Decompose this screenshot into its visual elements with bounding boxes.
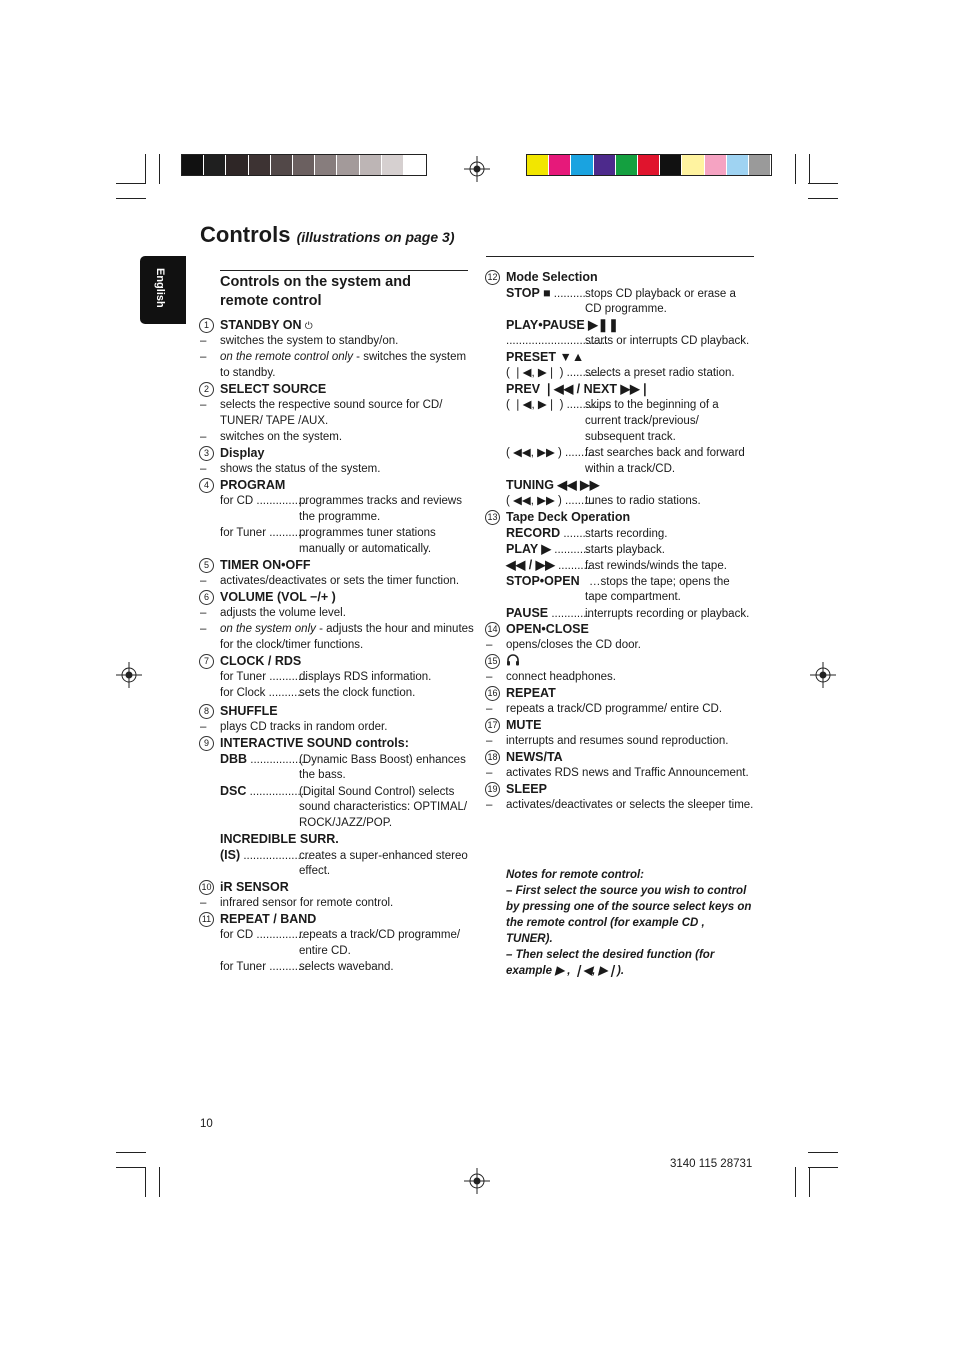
crop-mark	[808, 198, 838, 199]
crop-mark	[809, 1167, 810, 1197]
divider	[220, 270, 468, 271]
color-swatch	[705, 155, 727, 175]
color-bar	[526, 154, 772, 176]
crop-mark	[809, 154, 810, 184]
gray-swatch	[226, 155, 248, 175]
left-column: Controls on the system and remote control 1 STANDBY ON ⏻ – switches the system to standby/on. – on the remote control only - switches the system to standby. 2 SELECT SOURCE – selects the respective sound source for CD/ TUNER/ TAPE /AUX. – switches on the system. 3 Display – shows the status of the system. 4 PROGRAM for CD ................programmes tracks and reviews the programme. for Tuner ............programmes tuner stations manually or automatically. 5 TIMER ON•OFF – activates/deactivates or sets the timer function. 6 VOLUME (VOL −/+ ) – adjusts the volume level. – on the system only - adjusts the hour and minutes for the clock/timer functions. 7 CLOCK / RDS for Tuner ............displays RDS information. for Clock ...........sets the clock function. 8 SHUFFLE – plays CD tracks in random order. 9 INTERACTIVE SOUND controls: DBB ..................(Dynamic Bass Boost) enhances the bass. DSC ..................(Digital Sound Control) selects sound characteristics: OPTIMAL/ ROCK/JAZZ/POP. INCREDIBLE SURR. (IS) .....................creates a super-enhanced stereo effect. 10 iR SENSOR – infrared sensor for remote control. 11 REPEAT / BAND for CD ...............repeats a track/CD programme/ entire CD. for Tuner ............selects waveband.	[200, 274, 474, 973]
power-icon: ⏻	[304, 321, 313, 332]
headphones-icon	[506, 653, 520, 666]
section-heading: Controls on the system and	[220, 274, 411, 290]
gray-swatch	[337, 155, 359, 175]
control-title: OPEN•CLOSE	[506, 622, 589, 636]
page-subtitle: (illustrations on page 3)	[296, 229, 455, 245]
page-number: 10	[200, 1118, 213, 1130]
control-title: VOLUME (VOL −/+ )	[220, 590, 336, 604]
crop-mark	[145, 154, 146, 184]
crop-mark	[145, 1167, 146, 1197]
control-title: Tape Deck Operation	[506, 510, 631, 524]
control-title: Display	[220, 446, 265, 460]
color-swatch	[571, 155, 593, 175]
control-title: Mode Selection	[506, 270, 598, 284]
crop-mark	[808, 1152, 838, 1153]
control-title: PROGRAM	[220, 478, 286, 492]
crop-mark	[808, 183, 838, 184]
control-title: REPEAT	[506, 686, 556, 700]
color-swatch	[616, 155, 638, 175]
control-title: STANDBY ON	[220, 318, 302, 332]
gray-swatch	[360, 155, 382, 175]
gray-swatch	[249, 155, 271, 175]
divider	[486, 256, 754, 257]
registration-mark-icon	[464, 156, 490, 182]
right-column: 12 Mode Selection STOP ■ ..........stops CD playback or erase a CD programme. PLAY•PAUSE ▶❚❚ ................................starts or interrupts CD playback. PRESET ▼▲ ( ❘◀, ▶❘ ) ............selects a preset radio station. PREV ❘◀◀ / NEXT ▶▶❘ ( ❘◀, ▶❘ ) ..............skips to the beginning of a current track/previous/ subsequent track. ( ◀◀, ▶▶ ) .........fast searches back and forward within a track/CD. TUNING ◀◀ ▶▶ ( ◀◀, ▶▶ ) .........tunes to radio stations. 13 Tape Deck Operation RECORD .......starts recording. PLAY ▶ ...........starts playback. ◀◀ / ▶▶ ..........fast rewinds/winds the tape. STOP•OPEN …stops the tape; opens the tape compartment. PAUSE ............interrupts recording or playback. 14 OPEN•CLOSE – opens/closes the CD door. 15 – connect headphones. 16 REPEAT – repeats a track/CD programme/ entire CD. 17 MUTE – interrupts and resumes sound reproduction. 18 NEWS/TA – activates RDS news and Traffic Announcement. 19 SLEEP – activates/deactivates or selects the sleeper time.	[486, 270, 754, 811]
control-title: TIMER ON•OFF	[220, 558, 311, 572]
section-heading: remote control	[220, 293, 322, 309]
color-swatch	[549, 155, 571, 175]
crop-mark	[795, 154, 796, 184]
remote-notes: Notes for remote control: – First select the source you wish to control by pressing one of the source select keys on the remote control (for example CD , TUNER). – Then select the desired function (for example ▶ , ❘◀, ▶❘).	[506, 869, 752, 977]
crop-mark	[159, 1167, 160, 1197]
registration-mark-icon	[464, 1168, 490, 1194]
document-code: 3140 115 28731	[670, 1158, 753, 1170]
control-title: iR SENSOR	[220, 880, 289, 894]
crop-mark	[116, 183, 146, 184]
crop-mark	[116, 1152, 146, 1153]
crop-mark	[159, 154, 160, 184]
control-title: SELECT SOURCE	[220, 382, 327, 396]
registration-mark-icon	[810, 662, 836, 688]
gray-swatch	[315, 155, 337, 175]
control-title: CLOCK / RDS	[220, 654, 302, 668]
crop-mark	[808, 1167, 838, 1168]
control-title: SLEEP	[506, 782, 547, 796]
control-title: NEWS/TA	[506, 750, 563, 764]
gray-swatch	[382, 155, 404, 175]
control-title: REPEAT / BAND	[220, 912, 317, 926]
gray-swatch	[404, 155, 426, 175]
color-swatch	[682, 155, 704, 175]
color-swatch	[749, 155, 771, 175]
registration-mark-icon	[116, 662, 142, 688]
color-swatch	[727, 155, 749, 175]
color-swatch	[638, 155, 660, 175]
grayscale-bar	[181, 154, 427, 176]
gray-swatch	[293, 155, 315, 175]
page-title: Controls (illustrations on page 3)	[200, 222, 455, 247]
control-title: MUTE	[506, 718, 542, 732]
color-swatch	[527, 155, 549, 175]
gray-swatch	[271, 155, 293, 175]
gray-swatch	[182, 155, 204, 175]
crop-mark	[795, 1167, 796, 1197]
gray-swatch	[204, 155, 226, 175]
control-title: SHUFFLE	[220, 704, 278, 718]
language-tab: English	[140, 256, 186, 324]
crop-mark	[116, 198, 146, 199]
color-swatch	[660, 155, 682, 175]
crop-mark	[116, 1167, 146, 1168]
color-swatch	[594, 155, 616, 175]
control-title: INTERACTIVE SOUND controls:	[220, 736, 409, 750]
